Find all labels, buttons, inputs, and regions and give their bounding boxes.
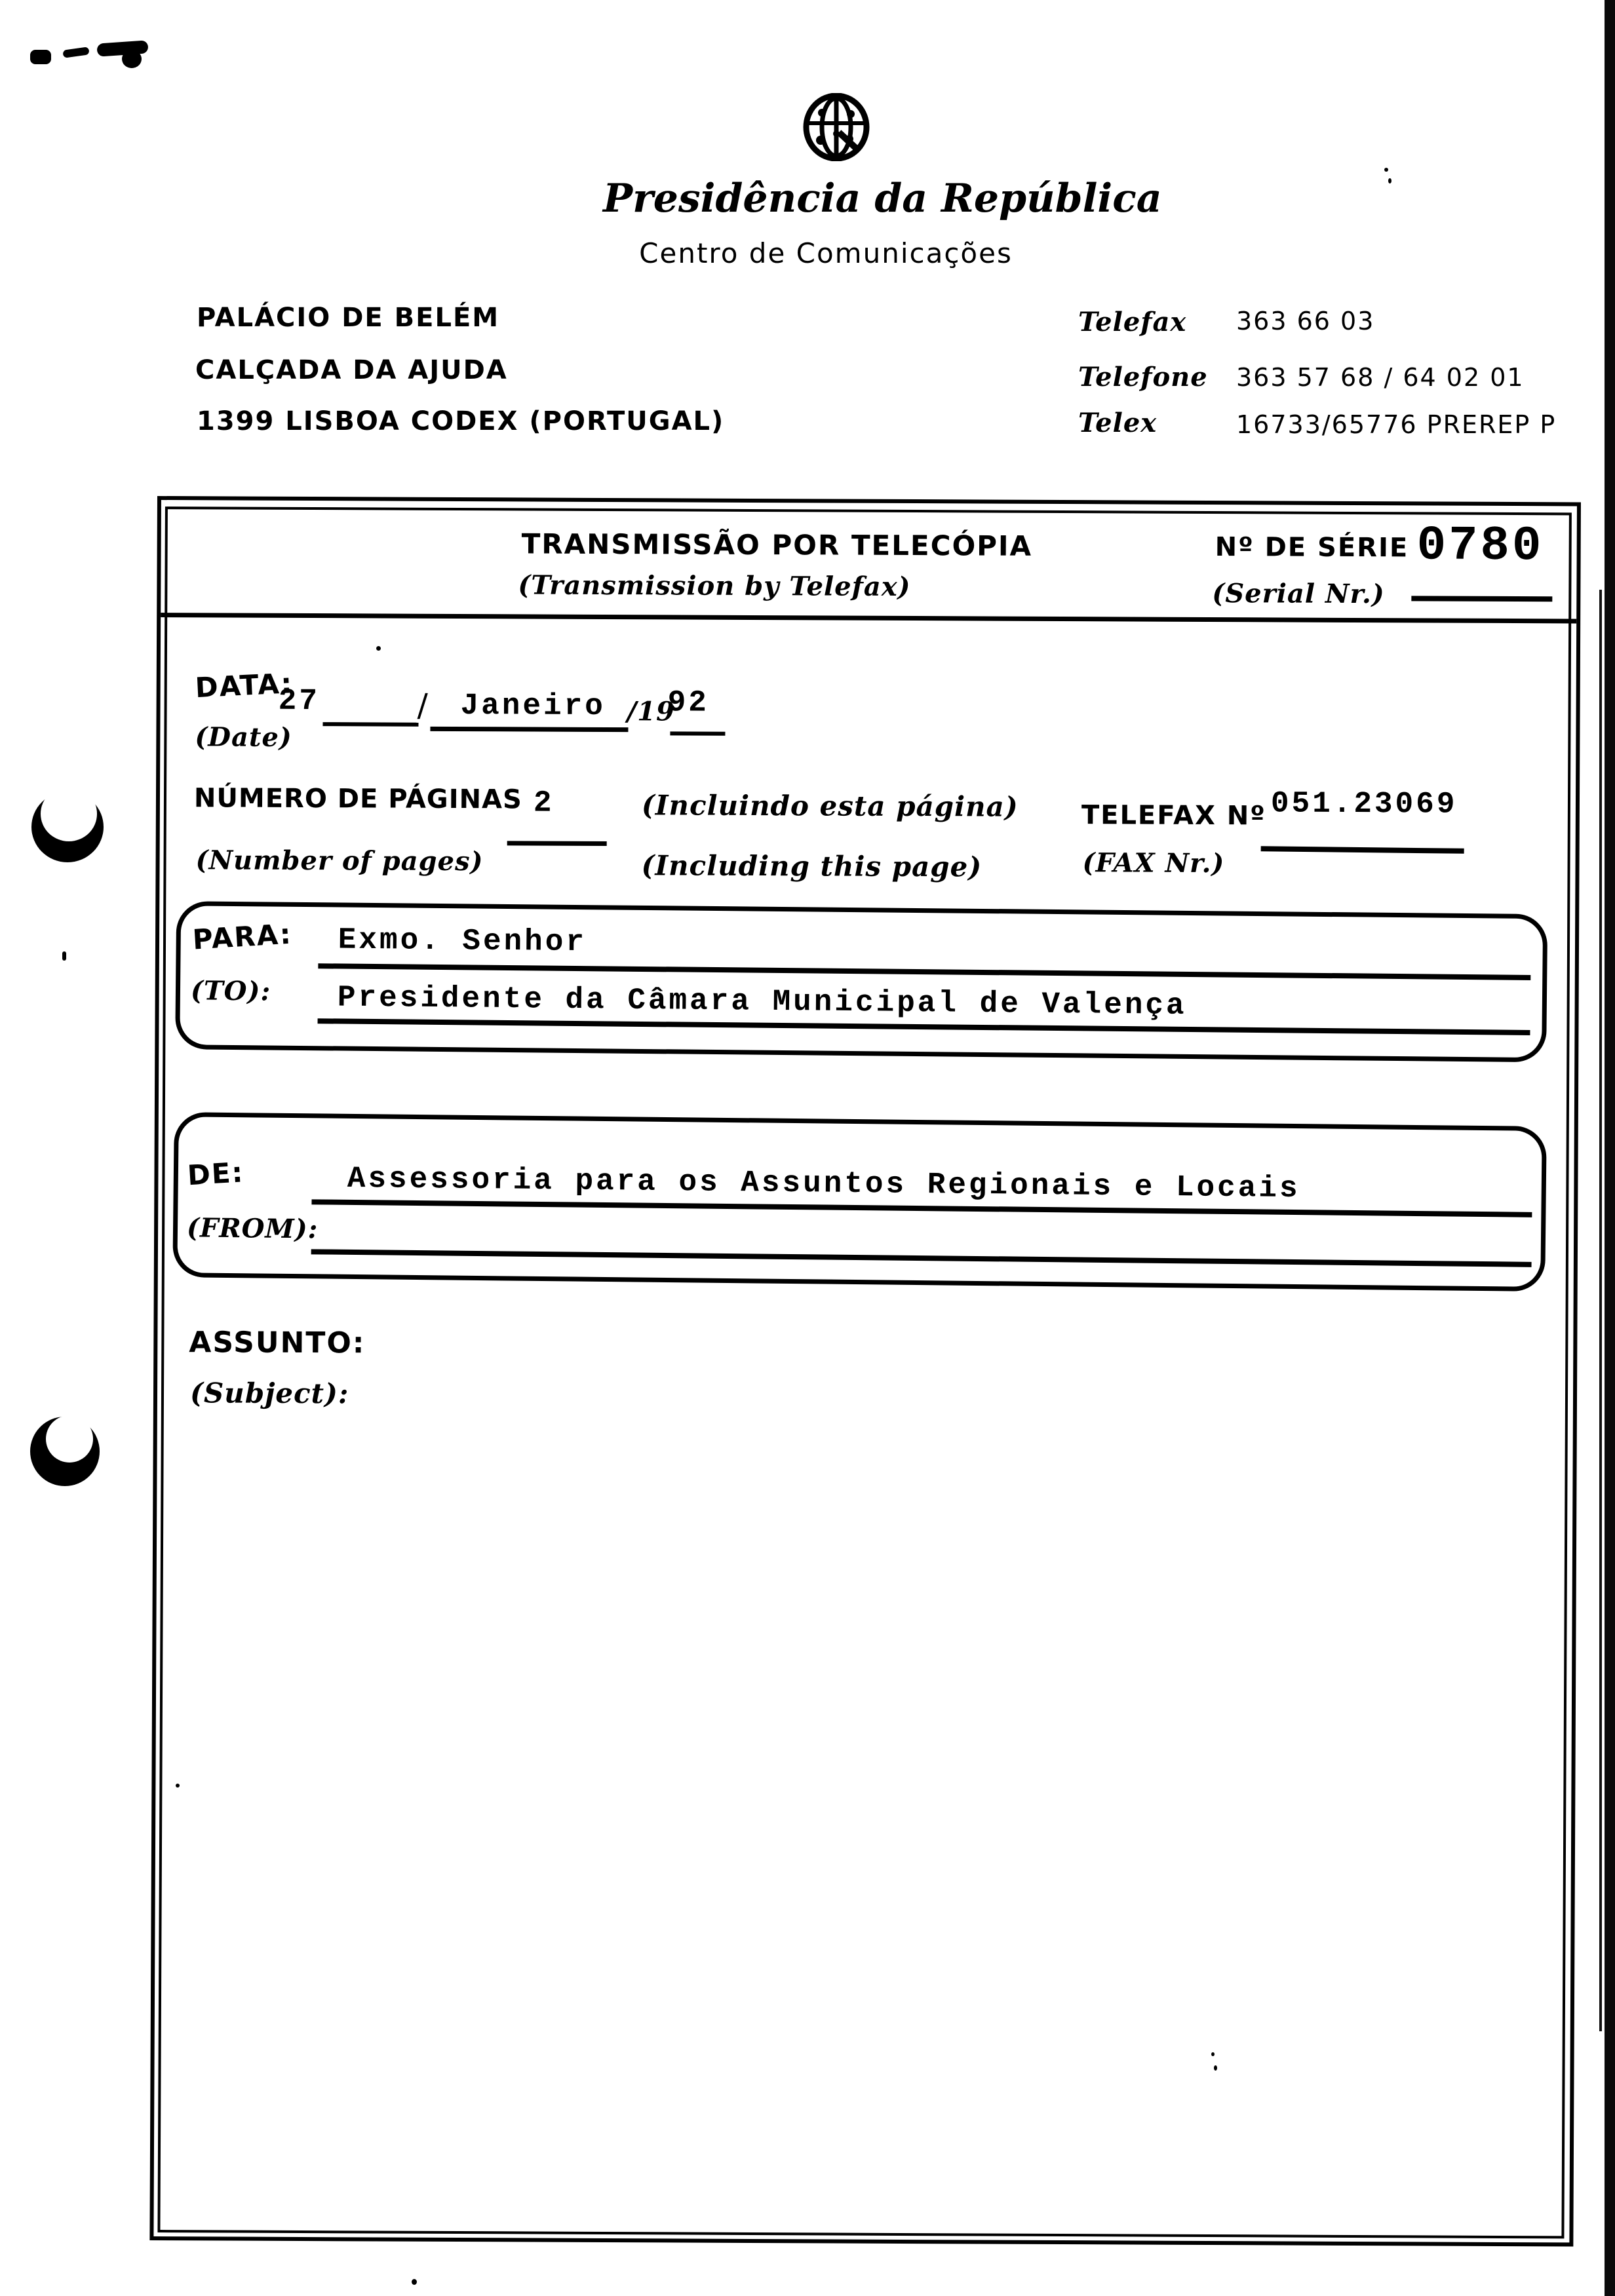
org-name: Presidência da República bbox=[603, 176, 1162, 221]
to-box bbox=[175, 901, 1547, 1062]
address-line-1: PALÁCIO DE BELÉM bbox=[197, 303, 500, 333]
to-label-en: (TO): bbox=[190, 975, 271, 1007]
faxnr-label-pt: TELEFAX Nº bbox=[1081, 800, 1266, 832]
date-year-prefix: /19 bbox=[627, 696, 675, 727]
contact-value-telefone: 363 57 68 / 64 02 01 bbox=[1236, 363, 1525, 392]
faxnr-value: 051.23069 bbox=[1270, 786, 1458, 822]
from-box bbox=[172, 1112, 1547, 1292]
contact-label-telefax: Telefax bbox=[1078, 307, 1187, 337]
serial-value: 0780 bbox=[1416, 518, 1544, 575]
pages-note-en: (Including this page) bbox=[641, 849, 983, 883]
scan-speck bbox=[62, 951, 66, 961]
subject-label-pt: ASSUNTO: bbox=[189, 1326, 366, 1360]
serial-underline bbox=[1411, 596, 1552, 602]
scan-speck bbox=[1384, 168, 1388, 172]
from-underline-2 bbox=[311, 1249, 1532, 1267]
serial-label-en: (Serial Nr.) bbox=[1212, 578, 1385, 610]
pages-underline bbox=[507, 841, 607, 846]
date-year-value: 92 bbox=[667, 685, 709, 720]
from-label-pt: DE: bbox=[186, 1156, 245, 1192]
to-line2: Presidente da Câmara Municipal de Valença bbox=[337, 980, 1187, 1023]
org-dept: Centro de Comunicações bbox=[639, 237, 1013, 269]
presidency-seal-icon bbox=[801, 93, 872, 161]
date-year-underline bbox=[670, 731, 725, 735]
scan-ink-blob bbox=[62, 47, 89, 58]
fax-form-box bbox=[149, 496, 1581, 2246]
to-label-pt: PARA: bbox=[191, 917, 293, 956]
date-label-pt: DATA: bbox=[194, 667, 294, 704]
scan-speck bbox=[412, 2279, 417, 2285]
punch-hole-top bbox=[31, 792, 104, 862]
contact-value-telefax: 363 66 03 bbox=[1236, 307, 1375, 335]
contact-label-telex: Telex bbox=[1078, 408, 1158, 438]
date-day-value: 27 bbox=[278, 683, 320, 719]
scan-edge-line bbox=[1599, 590, 1602, 2031]
subject-label-en: (Subject): bbox=[189, 1377, 349, 1410]
form-title-pt: TRANSMISSÃO POR TELECÓPIA bbox=[521, 527, 1033, 562]
pages-label-en: (Number of pages) bbox=[195, 845, 484, 877]
faxnr-label-en: (FAX Nr.) bbox=[1082, 847, 1225, 879]
fax-form-inner-border bbox=[157, 507, 1571, 2238]
scan-ink-blob bbox=[30, 50, 51, 64]
faxnr-underline bbox=[1261, 846, 1464, 854]
form-title-en: (Transmission by Telefax) bbox=[518, 569, 911, 603]
to-underline-1 bbox=[318, 963, 1530, 980]
date-slash: / bbox=[417, 687, 429, 724]
address-line-3: 1399 LISBOA CODEX (PORTUGAL) bbox=[197, 406, 725, 436]
date-label-en: (Date) bbox=[195, 721, 292, 753]
date-month-underline bbox=[430, 727, 628, 732]
from-underline-1 bbox=[311, 1199, 1532, 1217]
serial-label-pt: Nº DE SÉRIE bbox=[1215, 532, 1409, 564]
date-day-underline bbox=[322, 722, 418, 727]
scan-speck bbox=[1388, 178, 1391, 183]
contact-value-telex: 16733/65776 PREREP P bbox=[1236, 410, 1557, 439]
pages-value: 2 bbox=[533, 786, 555, 820]
punch-hole-bottom bbox=[30, 1417, 100, 1486]
scan-ink-blob bbox=[122, 50, 142, 68]
contact-label-telefone: Telefone bbox=[1078, 362, 1208, 392]
from-line1: Assessoria para os Assuntos Regionais e Locais bbox=[347, 1161, 1300, 1206]
pages-label-pt: NÚMERO DE PÁGINAS bbox=[193, 783, 522, 815]
date-month-value: Janeiro bbox=[460, 689, 606, 723]
scan-edge-band bbox=[1605, 0, 1615, 2296]
to-underline-2 bbox=[318, 1018, 1530, 1035]
pages-note-pt: (Incluindo esta página) bbox=[641, 789, 1019, 823]
address-line-2: CALÇADA DA AJUDA bbox=[195, 355, 508, 385]
to-line1: Exmo. Senhor bbox=[338, 923, 587, 960]
title-divider-line bbox=[161, 613, 1576, 623]
from-label-en: (FROM): bbox=[186, 1212, 319, 1245]
